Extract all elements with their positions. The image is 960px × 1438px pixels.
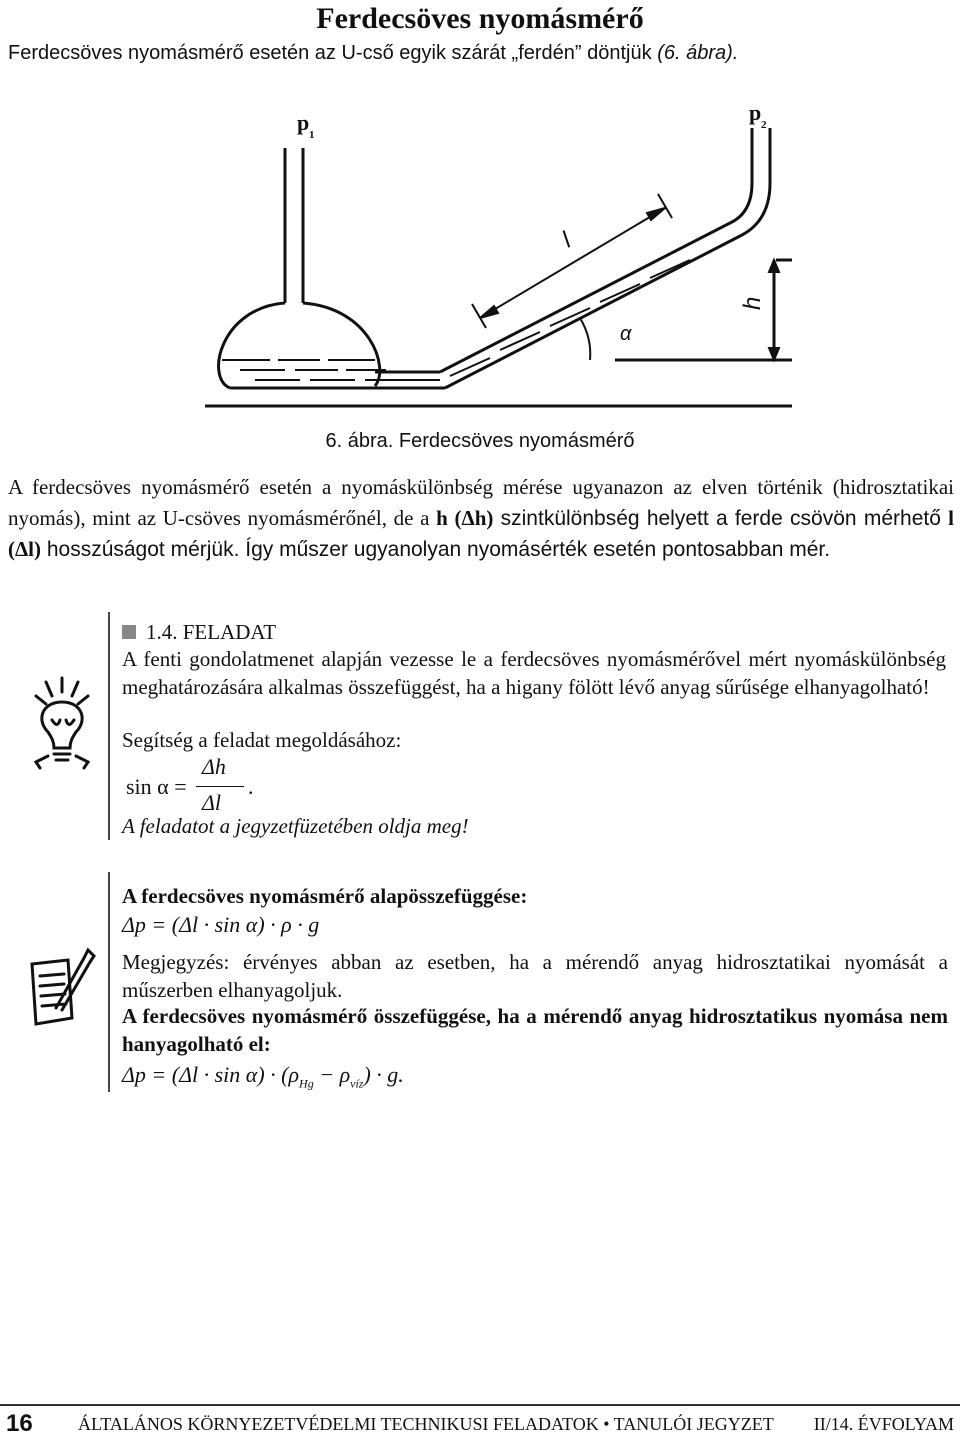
paragraph-l-bold: l (Δl) (8, 506, 954, 561)
p2-subscript: 2 (761, 119, 767, 131)
formula2-sub-hg: Hg (299, 1076, 314, 1091)
task-heading-text: 1.4. FELADAT (146, 620, 277, 644)
notepad-pen-icon (22, 946, 98, 1030)
footer-divider (0, 1404, 960, 1406)
formula2-sub-viz: víz (350, 1076, 364, 1091)
square-bullet-icon (122, 625, 136, 639)
h-label: h (739, 296, 766, 310)
page-number: 16 (6, 1410, 33, 1437)
full-formula (122, 1062, 404, 1091)
task-heading (122, 620, 276, 645)
body-paragraph (8, 472, 954, 565)
note-remark: Megjegyzés: érvényes abban az esetben, ha a mérendő anyag hidrosztatikai nyomását a műszerben elhanyagoljuk. (122, 950, 948, 1002)
paragraph-h-bold: h (Δh) (436, 506, 494, 530)
footer-title: ÁLTALÁNOS KÖRNYEZETVÉDELMI TECHNIKUSI FELADATOK • TANULÓI JEGYZET (78, 1414, 774, 1434)
paragraph-part-2: szintkülönbség helyett a ferde csövön mérhető (493, 507, 949, 530)
manometer-figure (160, 88, 800, 428)
formula-lhs: sin α = (126, 774, 187, 799)
paragraph-part-3: hosszúságot mérjük. Így műszer ugyanolyan nyomásérték esetén pontosabban mér. (41, 538, 831, 561)
figure-caption: 6. ábra. Ferdecsöves nyomásmérő (325, 430, 635, 452)
lightbulb-icon (28, 676, 98, 772)
formula2-end: ) · g. (363, 1062, 404, 1087)
l-label: l (557, 227, 576, 254)
note-title: A ferdecsöves nyomásmérő alapösszefüggése: (122, 884, 528, 908)
figure-reference: (6. ábra). (657, 42, 739, 64)
alpha-label: α (620, 323, 632, 345)
p1-subscript: 1 (309, 129, 315, 141)
sine-formula (122, 754, 282, 820)
p2-label: p (749, 100, 762, 125)
page-title: Ferdecsöves nyomásmérő (316, 2, 644, 35)
note-margin-bar (108, 872, 110, 1092)
formula-period: . (248, 774, 254, 799)
formula2-mid: − ρ (313, 1062, 351, 1087)
fraction-bar (196, 786, 244, 787)
formula-numerator: Δh (202, 754, 226, 779)
task-help: Segítség a feladat megoldásához: (122, 728, 402, 752)
intro-text (8, 42, 738, 65)
intro-sentence: Ferdecsöves nyomásmérő esetén az U-cső egyik szárát „ferdén” döntjük (8, 42, 652, 64)
formula-denominator: Δl (202, 790, 222, 815)
task-text: A fenti gondolatmenet alapján vezesse le a ferdecsöves nyomásmérővel mért nyomáskülönbség meghatározására alkalmas összefüggést, ha a higany fölött lévő anyag sűrűsége elhanyagolható! (122, 647, 946, 699)
paragraph-part-1: A ferdecsöves nyomásmérő esetén a nyomáskülönbség mérése ugyanazon az elven történik (hidrosztatikai nyomás), mint az U-csöves nyomásmérőnél, de a (8, 475, 954, 530)
task-margin-bar (108, 612, 110, 840)
p1-label: p (297, 110, 310, 135)
note-bold-statement: A ferdecsöves nyomásmérő összefüggése, ha a mérendő anyag hidrosztatikus nyomása nem hanyagolható el: (122, 1004, 948, 1056)
formula2-main: Δp = (Δl · sin α) · (ρ (122, 1062, 300, 1087)
homework-note: A feladatot a jegyzetfüzetében oldja meg! (122, 814, 469, 838)
footer-grade: II/14. ÉVFOLYAM (813, 1414, 954, 1434)
basic-formula: Δp = (Δl · sin α) · ρ · g (122, 912, 320, 937)
